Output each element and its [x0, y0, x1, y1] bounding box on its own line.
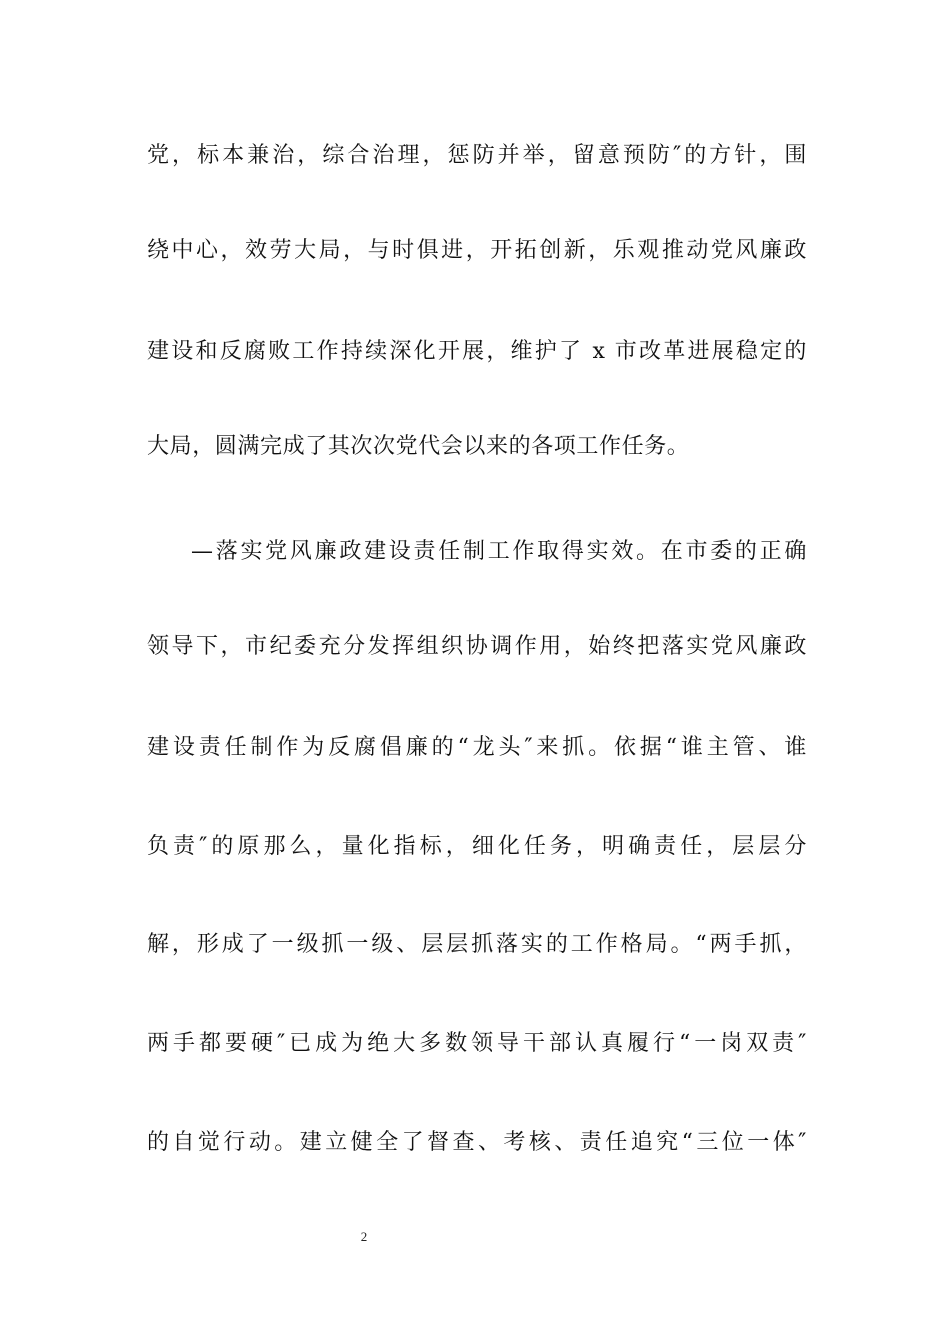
- text-line: 建设责任制作为反腐倡廉的“龙头″来抓。依据“谁主管、谁: [147, 735, 807, 760]
- text-line: 负责″的原那么，量化指标，细化任务，明确责任，层层分: [147, 834, 807, 859]
- text-line: 党，标本兼治，综合治理，惩防并举，留意预防″的方针，围: [147, 143, 807, 168]
- page-number: 2: [360, 1229, 368, 1244]
- text-line: 两手都要硬″已成为绝大多数领导干部认真履行“一岗双责″: [147, 1031, 807, 1056]
- text-line: 大局，圆满完成了其次次党代会以来的各项工作任务。: [147, 434, 690, 459]
- text-line: 解，形成了一级抓一级、层层抓落实的工作格局。“两手抓，: [147, 932, 807, 957]
- paragraph-first-line: —落实党风廉政建设责任制工作取得实效。在市委的正确: [191, 539, 807, 564]
- text-line: 领导下，市纪委充分发挥组织协调作用，始终把落实党风廉政: [147, 634, 807, 659]
- text-line: 的自觉行动。建立健全了督查、考核、责任追究“三位一体″: [147, 1130, 807, 1155]
- text-line: 绕中心，效劳大局，与时俱进，开拓创新，乐观推动党风廉政: [147, 238, 807, 263]
- text-line: 建设和反腐败工作持续深化开展，维护了 x 市改革进展稳定的: [147, 339, 807, 364]
